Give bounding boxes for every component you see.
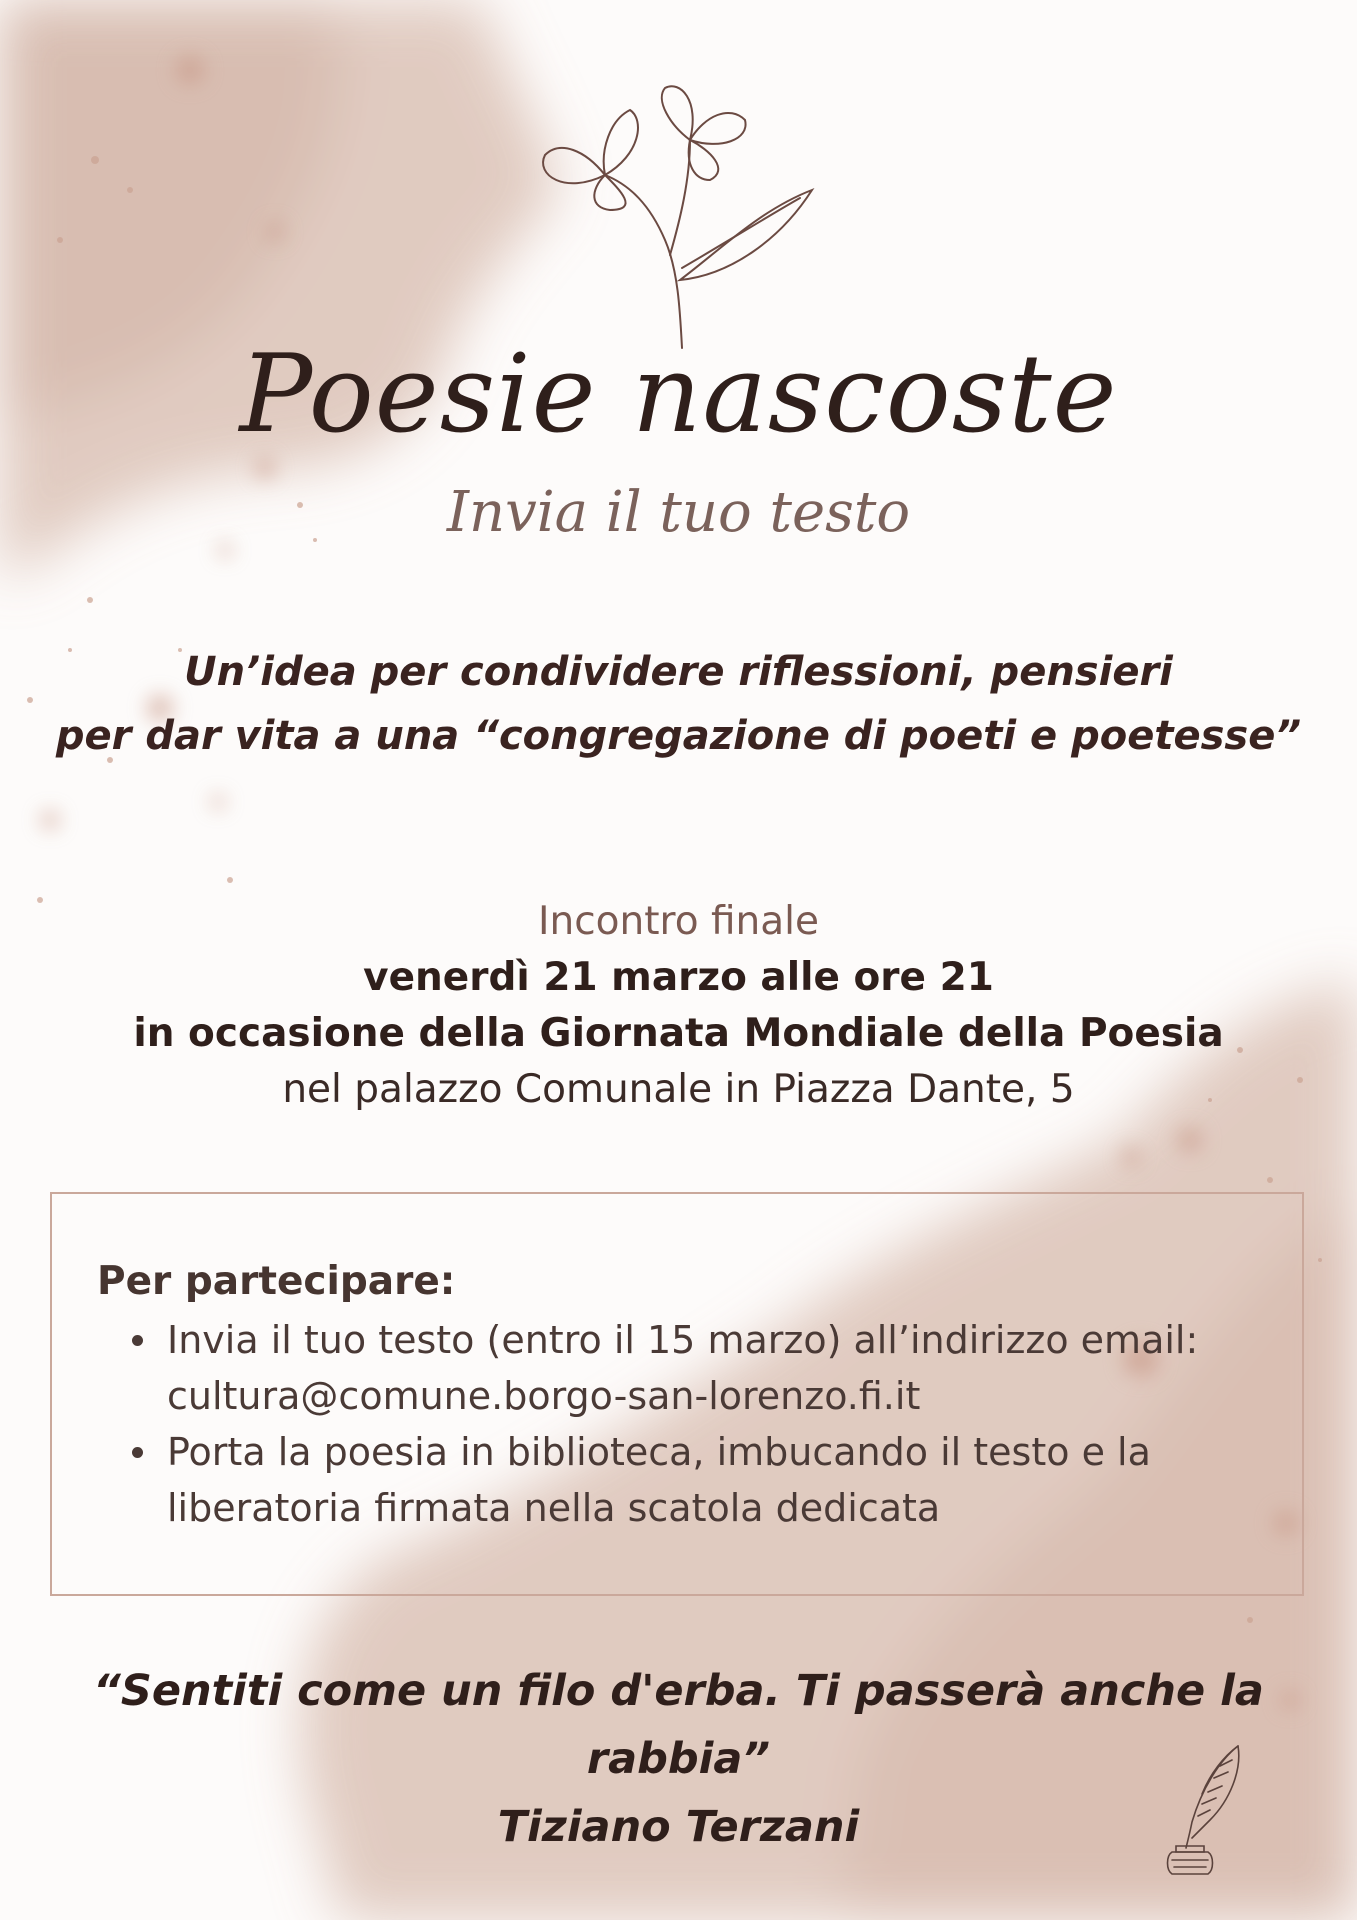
quill-and-inkwell-icon: [1150, 1740, 1260, 1880]
intro-line-1: Un’idea per condividere riflessioni, pensieri: [184, 649, 1173, 695]
list-item: [167, 1424, 1307, 1536]
bullet-icon: [132, 1335, 143, 1346]
intro-line-2: per dar vita a una “congregazione di poeti e poetesse”: [55, 713, 1302, 759]
participation-list: [125, 1312, 1307, 1536]
flower-line-art-icon: [530, 80, 830, 350]
quote-author: Tiziano Terzani: [497, 1802, 860, 1852]
poster-title: Poesie nascoste: [239, 332, 1118, 457]
event-date: venerdì 21 marzo alle ore 21: [363, 955, 994, 1000]
email-address: cultura@comune.borgo-san-lorenzo.fi.it: [167, 1374, 921, 1418]
event-place: nel palazzo Comunale in Piazza Dante, 5: [282, 1067, 1075, 1112]
event-lead: Incontro finale: [538, 899, 819, 944]
quote-text: “Sentiti come un filo d'erba. Ti passerà anche la rabbia”: [93, 1666, 1264, 1784]
list-item-line: liberatoria firmata nella scatola dedicata: [167, 1486, 941, 1530]
list-item-line: Porta la poesia in biblioteca, imbucando il testo e la: [167, 1430, 1151, 1474]
participation-title: Per partecipare:: [97, 1259, 456, 1304]
intro-text: [0, 640, 1357, 768]
event-occasion: in occasione della Giornata Mondiale della Poesia: [133, 1011, 1224, 1056]
event-details: [0, 894, 1357, 1118]
bullet-icon: [132, 1447, 143, 1458]
poster-subtitle: Invia il tuo testo: [446, 480, 911, 545]
list-item: [167, 1312, 1307, 1424]
list-item-line: Invia il tuo testo (entro il 15 marzo) all’indirizzo email:: [167, 1318, 1199, 1362]
